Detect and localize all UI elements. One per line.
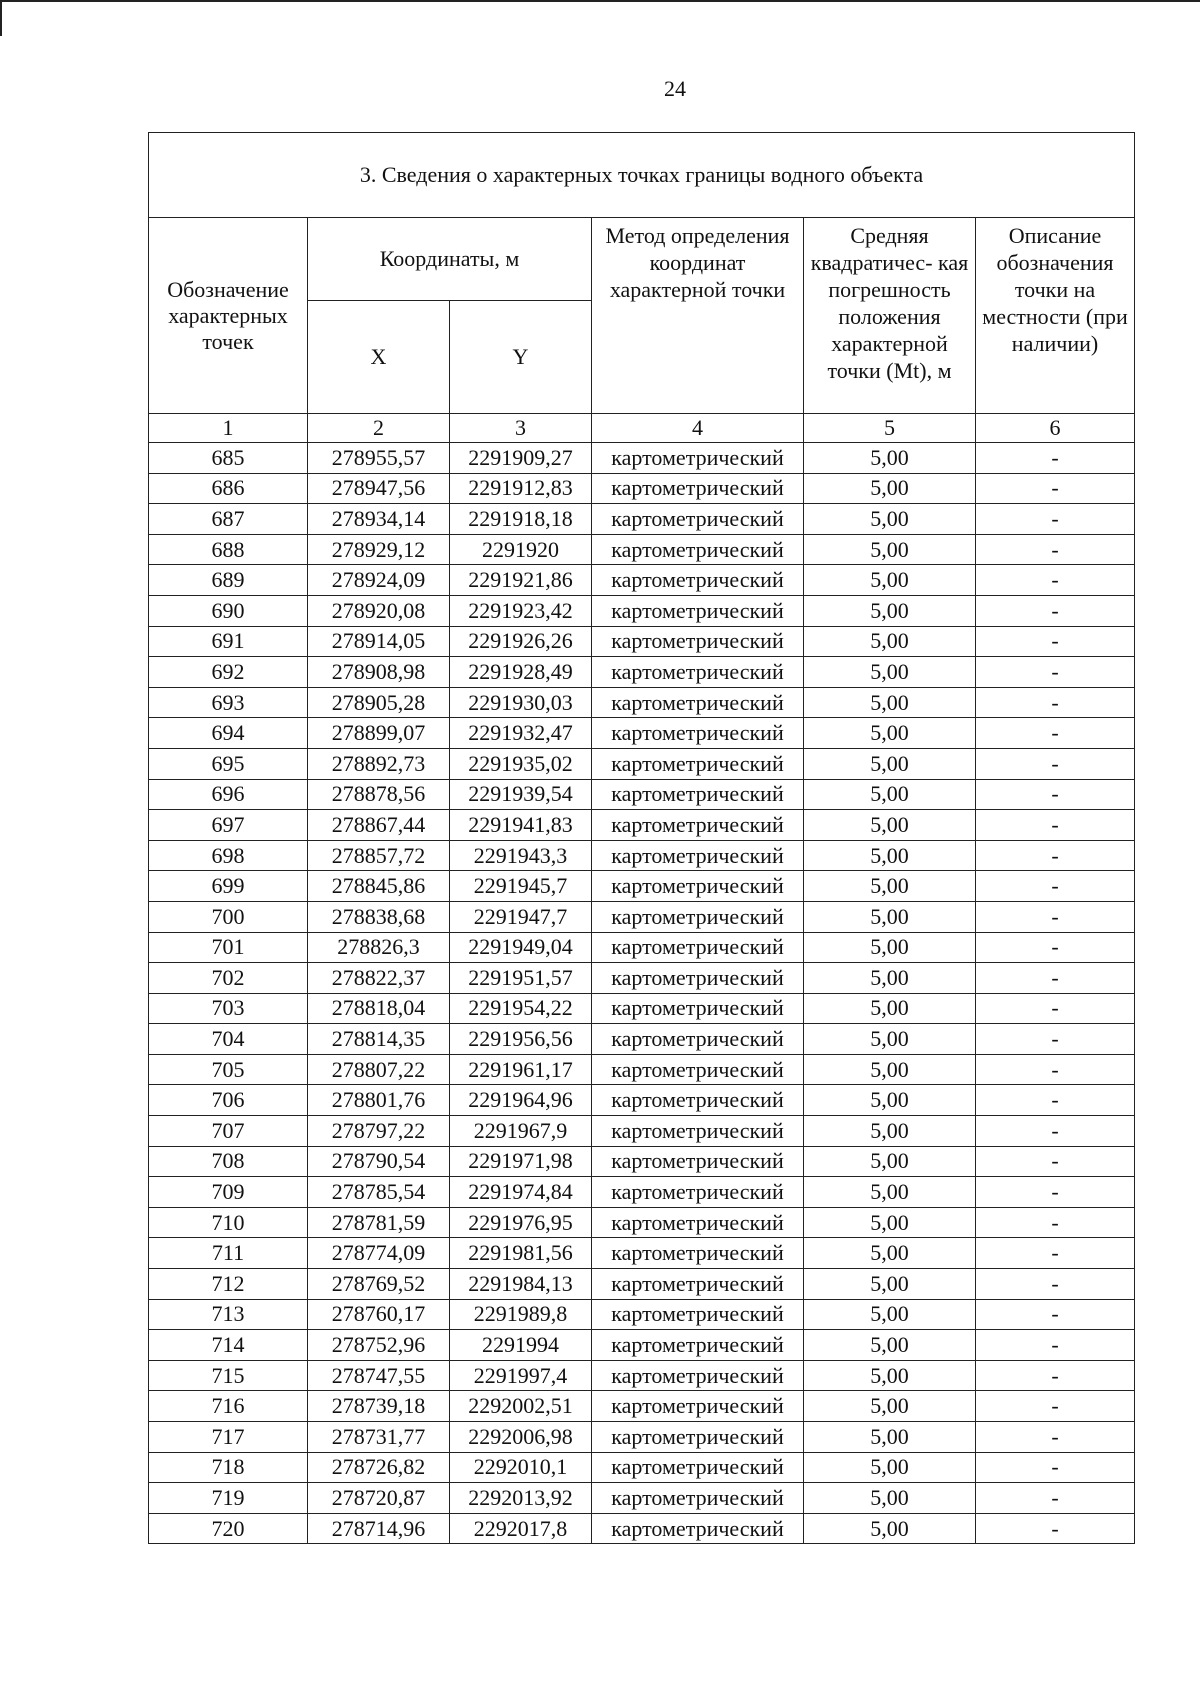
x-coordinate-cell: 278807,22 [308, 1054, 450, 1085]
table-row [149, 1024, 1135, 1055]
table-row [149, 1391, 1135, 1422]
error-cell: 5,00 [804, 1146, 976, 1177]
y-coordinate-cell: 2291918,18 [450, 504, 592, 535]
error-cell: 5,00 [804, 871, 976, 902]
header-coordinates: Координаты, м [308, 218, 592, 301]
error-cell: 5,00 [804, 993, 976, 1024]
x-coordinate-cell: 278929,12 [308, 534, 450, 565]
description-cell: - [976, 718, 1135, 749]
description-cell: - [976, 1054, 1135, 1085]
description-cell: - [976, 1177, 1135, 1208]
description-cell: - [976, 932, 1135, 963]
table-row [149, 779, 1135, 810]
table-row [149, 657, 1135, 688]
page-number: 24 [664, 76, 686, 101]
y-coordinate-cell: 2291994 [450, 1330, 592, 1361]
x-coordinate-cell: 278822,37 [308, 963, 450, 994]
x-coordinate-cell: 278731,77 [308, 1422, 450, 1453]
error-cell: 5,00 [804, 718, 976, 749]
error-cell: 5,00 [804, 1207, 976, 1238]
table-row [149, 565, 1135, 596]
method-cell: картометрический [592, 718, 804, 749]
method-cell: картометрический [592, 779, 804, 810]
y-coordinate-cell: 2291961,17 [450, 1054, 592, 1085]
x-coordinate-cell: 278760,17 [308, 1299, 450, 1330]
y-coordinate-cell: 2292002,51 [450, 1391, 592, 1422]
y-coordinate-cell: 2291981,56 [450, 1238, 592, 1269]
header-y: Y [450, 301, 592, 414]
description-cell: - [976, 1422, 1135, 1453]
table-row [149, 901, 1135, 932]
description-cell: - [976, 1360, 1135, 1391]
method-cell: картометрический [592, 626, 804, 657]
point-designation-cell: 706 [149, 1085, 308, 1116]
x-coordinate-cell: 278801,76 [308, 1085, 450, 1116]
method-cell: картометрический [592, 1422, 804, 1453]
table-row [149, 1330, 1135, 1361]
y-coordinate-cell: 2291935,02 [450, 748, 592, 779]
column-number: 1 [149, 414, 308, 443]
point-designation-cell: 712 [149, 1269, 308, 1300]
x-coordinate-cell: 278955,57 [308, 443, 450, 474]
table-title: 3. Сведения о характерных точках границы водного объекта [149, 133, 1135, 218]
error-cell: 5,00 [804, 565, 976, 596]
x-coordinate-cell: 278892,73 [308, 748, 450, 779]
point-designation-cell: 705 [149, 1054, 308, 1085]
table-row [149, 534, 1135, 565]
method-cell: картометрический [592, 871, 804, 902]
method-cell: картометрический [592, 840, 804, 871]
point-designation-cell: 714 [149, 1330, 308, 1361]
description-cell: - [976, 1299, 1135, 1330]
table-row [149, 1177, 1135, 1208]
header-point-designation: Обозначение характерных точек [149, 218, 308, 414]
error-cell: 5,00 [804, 1177, 976, 1208]
point-designation-cell: 687 [149, 504, 308, 535]
error-cell: 5,00 [804, 779, 976, 810]
description-cell: - [976, 840, 1135, 871]
point-designation-cell: 685 [149, 443, 308, 474]
error-cell: 5,00 [804, 840, 976, 871]
y-coordinate-cell: 2291941,83 [450, 810, 592, 841]
y-coordinate-cell: 2291932,47 [450, 718, 592, 749]
header-x: X [308, 301, 450, 414]
method-cell: картометрический [592, 1483, 804, 1514]
method-cell: картометрический [592, 963, 804, 994]
table-row [149, 1422, 1135, 1453]
table-body [149, 443, 1135, 1544]
y-coordinate-cell: 2291945,7 [450, 871, 592, 902]
point-designation-cell: 717 [149, 1422, 308, 1453]
method-cell: картометрический [592, 1207, 804, 1238]
description-cell: - [976, 901, 1135, 932]
y-coordinate-cell: 2291928,49 [450, 657, 592, 688]
x-coordinate-cell: 278781,59 [308, 1207, 450, 1238]
table-row [149, 1360, 1135, 1391]
table-row [149, 1054, 1135, 1085]
table-row [149, 840, 1135, 871]
method-cell: картометрический [592, 657, 804, 688]
method-cell: картометрический [592, 504, 804, 535]
y-coordinate-cell: 2291967,9 [450, 1116, 592, 1147]
error-cell: 5,00 [804, 1483, 976, 1514]
method-cell: картометрический [592, 1085, 804, 1116]
point-designation-cell: 688 [149, 534, 308, 565]
table-row [149, 1207, 1135, 1238]
point-designation-cell: 702 [149, 963, 308, 994]
description-cell: - [976, 1513, 1135, 1544]
column-number: 3 [450, 414, 592, 443]
table-row [149, 1146, 1135, 1177]
point-designation-cell: 700 [149, 901, 308, 932]
x-coordinate-cell: 278720,87 [308, 1483, 450, 1514]
method-cell: картометрический [592, 1116, 804, 1147]
table-row [149, 810, 1135, 841]
y-coordinate-cell: 2292017,8 [450, 1513, 592, 1544]
x-coordinate-cell: 278790,54 [308, 1146, 450, 1177]
table-row [149, 871, 1135, 902]
description-cell: - [976, 1452, 1135, 1483]
x-coordinate-cell: 278845,86 [308, 871, 450, 902]
y-coordinate-cell: 2291964,96 [450, 1085, 592, 1116]
x-coordinate-cell: 278905,28 [308, 687, 450, 718]
table-row [149, 1483, 1135, 1514]
x-coordinate-cell: 278826,3 [308, 932, 450, 963]
method-cell: картометрический [592, 595, 804, 626]
error-cell: 5,00 [804, 626, 976, 657]
x-coordinate-cell: 278726,82 [308, 1452, 450, 1483]
method-cell: картометрический [592, 993, 804, 1024]
description-cell: - [976, 657, 1135, 688]
method-cell: картометрический [592, 1177, 804, 1208]
y-coordinate-cell: 2291951,57 [450, 963, 592, 994]
point-designation-cell: 707 [149, 1116, 308, 1147]
method-cell: картометрический [592, 901, 804, 932]
point-designation-cell: 699 [149, 871, 308, 902]
point-designation-cell: 720 [149, 1513, 308, 1544]
table-row [149, 687, 1135, 718]
column-number: 6 [976, 414, 1135, 443]
scan-edge-left [0, 0, 2, 36]
table-row [149, 963, 1135, 994]
description-cell: - [976, 504, 1135, 535]
method-cell: картометрический [592, 1391, 804, 1422]
point-designation-cell: 692 [149, 657, 308, 688]
description-cell: - [976, 1330, 1135, 1361]
characteristic-points-table [148, 132, 1135, 1544]
error-cell: 5,00 [804, 1024, 976, 1055]
point-designation-cell: 715 [149, 1360, 308, 1391]
method-cell: картометрический [592, 1024, 804, 1055]
description-cell: - [976, 595, 1135, 626]
header-mean-square-error: Средняя квадратичес- кая погрешность положения характерной точки (Mt), м [804, 218, 976, 414]
y-coordinate-cell: 2291947,7 [450, 901, 592, 932]
description-cell: - [976, 1483, 1135, 1514]
table-row [149, 1452, 1135, 1483]
method-cell: картометрический [592, 443, 804, 474]
point-designation-cell: 689 [149, 565, 308, 596]
error-cell: 5,00 [804, 1452, 976, 1483]
point-designation-cell: 708 [149, 1146, 308, 1177]
y-coordinate-cell: 2292010,1 [450, 1452, 592, 1483]
method-cell: картометрический [592, 810, 804, 841]
description-cell: - [976, 1024, 1135, 1055]
x-coordinate-cell: 278769,52 [308, 1269, 450, 1300]
description-cell: - [976, 534, 1135, 565]
point-designation-cell: 698 [149, 840, 308, 871]
method-cell: картометрический [592, 687, 804, 718]
description-cell: - [976, 1207, 1135, 1238]
x-coordinate-cell: 278818,04 [308, 993, 450, 1024]
table-row [149, 473, 1135, 504]
method-cell: картометрический [592, 1513, 804, 1544]
description-cell: - [976, 1146, 1135, 1177]
error-cell: 5,00 [804, 443, 976, 474]
point-designation-cell: 696 [149, 779, 308, 810]
table-row [149, 1238, 1135, 1269]
x-coordinate-cell: 278838,68 [308, 901, 450, 932]
point-designation-cell: 709 [149, 1177, 308, 1208]
column-number: 4 [592, 414, 804, 443]
description-cell: - [976, 1238, 1135, 1269]
error-cell: 5,00 [804, 504, 976, 535]
error-cell: 5,00 [804, 810, 976, 841]
method-cell: картометрический [592, 1269, 804, 1300]
point-designation-cell: 695 [149, 748, 308, 779]
x-coordinate-cell: 278739,18 [308, 1391, 450, 1422]
description-cell: - [976, 1391, 1135, 1422]
table-row [149, 1299, 1135, 1330]
point-designation-cell: 701 [149, 932, 308, 963]
point-designation-cell: 719 [149, 1483, 308, 1514]
table-row [149, 1116, 1135, 1147]
x-coordinate-cell: 278867,44 [308, 810, 450, 841]
description-cell: - [976, 871, 1135, 902]
method-cell: картометрический [592, 1330, 804, 1361]
point-designation-cell: 704 [149, 1024, 308, 1055]
x-coordinate-cell: 278857,72 [308, 840, 450, 871]
description-cell: - [976, 626, 1135, 657]
error-cell: 5,00 [804, 1269, 976, 1300]
y-coordinate-cell: 2291956,56 [450, 1024, 592, 1055]
error-cell: 5,00 [804, 963, 976, 994]
error-cell: 5,00 [804, 1360, 976, 1391]
point-designation-cell: 690 [149, 595, 308, 626]
method-cell: картометрический [592, 748, 804, 779]
y-coordinate-cell: 2291989,8 [450, 1299, 592, 1330]
y-coordinate-cell: 2291920 [450, 534, 592, 565]
error-cell: 5,00 [804, 1238, 976, 1269]
error-cell: 5,00 [804, 534, 976, 565]
method-cell: картометрический [592, 1054, 804, 1085]
table-row [149, 748, 1135, 779]
x-coordinate-cell: 278747,55 [308, 1360, 450, 1391]
table-row [149, 932, 1135, 963]
scan-edge-top [0, 0, 1200, 2]
error-cell: 5,00 [804, 687, 976, 718]
point-designation-cell: 718 [149, 1452, 308, 1483]
point-designation-cell: 703 [149, 993, 308, 1024]
y-coordinate-cell: 2291997,4 [450, 1360, 592, 1391]
error-cell: 5,00 [804, 1116, 976, 1147]
description-cell: - [976, 748, 1135, 779]
table-row [149, 1085, 1135, 1116]
method-cell: картометрический [592, 932, 804, 963]
x-coordinate-cell: 278814,35 [308, 1024, 450, 1055]
method-cell: картометрический [592, 1299, 804, 1330]
error-cell: 5,00 [804, 1054, 976, 1085]
x-coordinate-cell: 278785,54 [308, 1177, 450, 1208]
error-cell: 5,00 [804, 901, 976, 932]
point-designation-cell: 710 [149, 1207, 308, 1238]
method-cell: картометрический [592, 473, 804, 504]
column-number: 5 [804, 414, 976, 443]
description-cell: - [976, 810, 1135, 841]
table-row [149, 1513, 1135, 1544]
x-coordinate-cell: 278914,05 [308, 626, 450, 657]
table-row [149, 718, 1135, 749]
x-coordinate-cell: 278908,98 [308, 657, 450, 688]
header-method: Метод определения координат характерной точки [592, 218, 804, 414]
description-cell: - [976, 1269, 1135, 1300]
description-cell: - [976, 1085, 1135, 1116]
y-coordinate-cell: 2291974,84 [450, 1177, 592, 1208]
method-cell: картометрический [592, 1452, 804, 1483]
table-row [149, 595, 1135, 626]
x-coordinate-cell: 278797,22 [308, 1116, 450, 1147]
description-cell: - [976, 687, 1135, 718]
y-coordinate-cell: 2291976,95 [450, 1207, 592, 1238]
column-number-row [149, 414, 1135, 443]
x-coordinate-cell: 278920,08 [308, 595, 450, 626]
table-row [149, 1269, 1135, 1300]
y-coordinate-cell: 2291971,98 [450, 1146, 592, 1177]
error-cell: 5,00 [804, 595, 976, 626]
y-coordinate-cell: 2291930,03 [450, 687, 592, 718]
point-designation-cell: 697 [149, 810, 308, 841]
point-designation-cell: 716 [149, 1391, 308, 1422]
y-coordinate-cell: 2291943,3 [450, 840, 592, 871]
y-coordinate-cell: 2292006,98 [450, 1422, 592, 1453]
x-coordinate-cell: 278934,14 [308, 504, 450, 535]
point-designation-cell: 691 [149, 626, 308, 657]
error-cell: 5,00 [804, 473, 976, 504]
table-row [149, 993, 1135, 1024]
error-cell: 5,00 [804, 1330, 976, 1361]
error-cell: 5,00 [804, 1085, 976, 1116]
x-coordinate-cell: 278878,56 [308, 779, 450, 810]
description-cell: - [976, 473, 1135, 504]
error-cell: 5,00 [804, 748, 976, 779]
column-number: 2 [308, 414, 450, 443]
y-coordinate-cell: 2291921,86 [450, 565, 592, 596]
method-cell: картометрический [592, 534, 804, 565]
description-cell: - [976, 993, 1135, 1024]
description-cell: - [976, 779, 1135, 810]
x-coordinate-cell: 278714,96 [308, 1513, 450, 1544]
y-coordinate-cell: 2291926,26 [450, 626, 592, 657]
header-point-description: Описание обозначения точки на местности (при наличии) [976, 218, 1135, 414]
y-coordinate-cell: 2291949,04 [450, 932, 592, 963]
table-row [149, 626, 1135, 657]
point-designation-cell: 694 [149, 718, 308, 749]
point-designation-cell: 693 [149, 687, 308, 718]
description-cell: - [976, 1116, 1135, 1147]
error-cell: 5,00 [804, 1299, 976, 1330]
y-coordinate-cell: 2292013,92 [450, 1483, 592, 1514]
y-coordinate-cell: 2291939,54 [450, 779, 592, 810]
error-cell: 5,00 [804, 1391, 976, 1422]
y-coordinate-cell: 2291923,42 [450, 595, 592, 626]
description-cell: - [976, 443, 1135, 474]
x-coordinate-cell: 278899,07 [308, 718, 450, 749]
y-coordinate-cell: 2291984,13 [450, 1269, 592, 1300]
y-coordinate-cell: 2291912,83 [450, 473, 592, 504]
error-cell: 5,00 [804, 1422, 976, 1453]
error-cell: 5,00 [804, 932, 976, 963]
y-coordinate-cell: 2291909,27 [450, 443, 592, 474]
x-coordinate-cell: 278947,56 [308, 473, 450, 504]
description-cell: - [976, 963, 1135, 994]
description-cell: - [976, 565, 1135, 596]
x-coordinate-cell: 278924,09 [308, 565, 450, 596]
method-cell: картометрический [592, 1360, 804, 1391]
point-designation-cell: 711 [149, 1238, 308, 1269]
x-coordinate-cell: 278774,09 [308, 1238, 450, 1269]
table-row [149, 504, 1135, 535]
method-cell: картометрический [592, 1146, 804, 1177]
method-cell: картометрический [592, 565, 804, 596]
error-cell: 5,00 [804, 657, 976, 688]
point-designation-cell: 686 [149, 473, 308, 504]
x-coordinate-cell: 278752,96 [308, 1330, 450, 1361]
y-coordinate-cell: 2291954,22 [450, 993, 592, 1024]
method-cell: картометрический [592, 1238, 804, 1269]
table-row [149, 443, 1135, 474]
point-designation-cell: 713 [149, 1299, 308, 1330]
error-cell: 5,00 [804, 1513, 976, 1544]
